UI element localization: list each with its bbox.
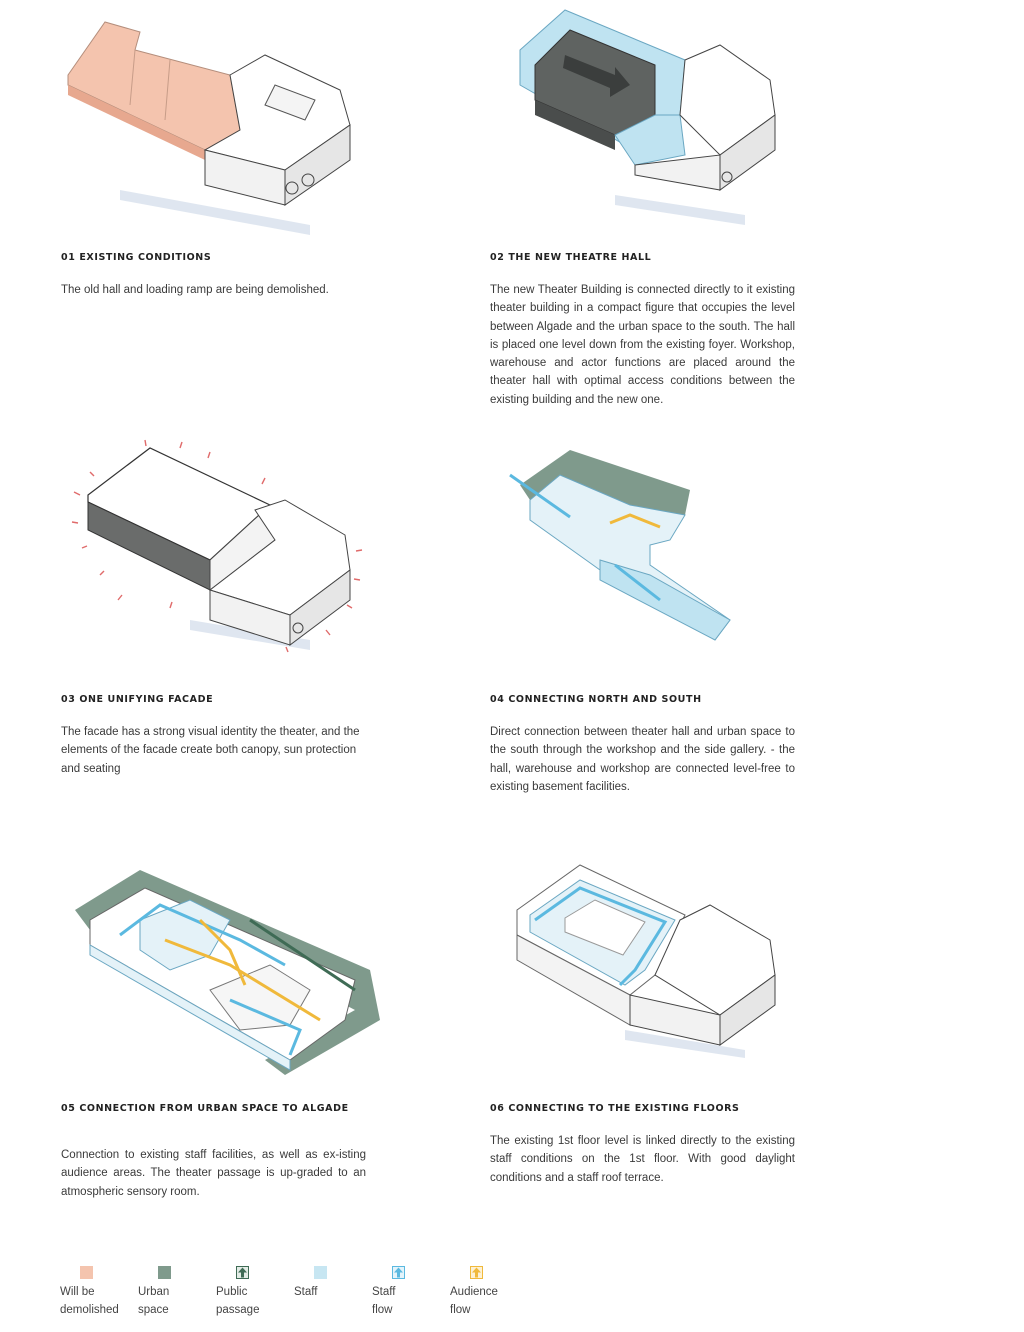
legend-item-audience-flow bbox=[450, 1266, 522, 1319]
legend-label: Staff flow bbox=[372, 1286, 396, 1316]
legend-item-staff bbox=[294, 1266, 366, 1319]
caption-title: 02 THE NEW THEATRE HALL bbox=[490, 252, 652, 263]
diagram-urban-space-to-algade bbox=[70, 860, 390, 1080]
caption-text: The old hall and loading ramp are being demolished. bbox=[61, 284, 329, 296]
caption-title: 03 ONE UNIFYING FACADE bbox=[61, 694, 214, 705]
caption-02 bbox=[490, 252, 795, 409]
diagram-new-theatre-hall bbox=[505, 5, 805, 235]
caption-03 bbox=[61, 694, 366, 778]
caption-title: 05 CONNECTION FROM URBAN SPACE TO ALGADE bbox=[61, 1103, 349, 1114]
legend-label: Audience flow bbox=[450, 1286, 498, 1316]
legend-label: Urban space bbox=[138, 1286, 170, 1316]
caption-text: Direct connection between theater hall and urban space to the south through the workshop and the side gallery. - the hall, warehouse and workshop are connected level-free to existing basement facilities. bbox=[490, 726, 795, 793]
caption-text: The existing 1st floor level is linked directly to the existing staff conditions on the 1st floor. With good daylight conditions and a staff roof terrace. bbox=[490, 1135, 795, 1184]
caption-text: Connection to existing staff facilities, as well as ex-isting audience areas. The theater passage is up-graded to an atmospheric sensory room. bbox=[61, 1149, 366, 1198]
caption-title: 01 EXISTING CONDITIONS bbox=[61, 252, 212, 263]
urban-space-swatch bbox=[158, 1266, 171, 1279]
legend-label: Public passage bbox=[216, 1286, 260, 1316]
demolished-swatch bbox=[80, 1266, 93, 1279]
caption-text: The facade has a strong visual identity the theater, and the elements of the facade create both canopy, sun protection and seating bbox=[61, 726, 360, 775]
legend bbox=[60, 1266, 528, 1319]
staff-swatch bbox=[314, 1266, 327, 1279]
caption-06 bbox=[490, 1103, 795, 1187]
caption-01 bbox=[61, 252, 366, 299]
diagram-existing-conditions bbox=[60, 20, 370, 240]
legend-item-public-passage bbox=[216, 1266, 288, 1319]
caption-04 bbox=[490, 694, 795, 796]
legend-label: Staff bbox=[294, 1286, 318, 1298]
audience-flow-arrow-icon bbox=[470, 1266, 483, 1279]
diagram-connecting-north-south bbox=[500, 445, 740, 645]
caption-05 bbox=[61, 1103, 366, 1201]
diagram-existing-floors bbox=[505, 860, 790, 1060]
legend-item-demolished bbox=[60, 1266, 132, 1319]
caption-title: 06 CONNECTING TO THE EXISTING FLOORS bbox=[490, 1103, 740, 1114]
diagram-unifying-facade bbox=[60, 430, 380, 670]
caption-text: The new Theater Building is connected directly to it existing theater building in a compact figure that occupies the level between Algade and the urban space to the south. The hall is placed one level down from the existing foyer. Workshop, warehouse and actor functions are placed around the theater hall with optimal access conditions between the existing building and the new one. bbox=[490, 284, 795, 406]
caption-title: 04 CONNECTING NORTH AND SOUTH bbox=[490, 694, 702, 705]
legend-label: Will be demolished bbox=[60, 1286, 119, 1316]
legend-item-staff-flow bbox=[372, 1266, 444, 1319]
legend-item-urban-space bbox=[138, 1266, 210, 1319]
public-passage-arrow-icon bbox=[236, 1266, 249, 1279]
staff-flow-arrow-icon bbox=[392, 1266, 405, 1279]
